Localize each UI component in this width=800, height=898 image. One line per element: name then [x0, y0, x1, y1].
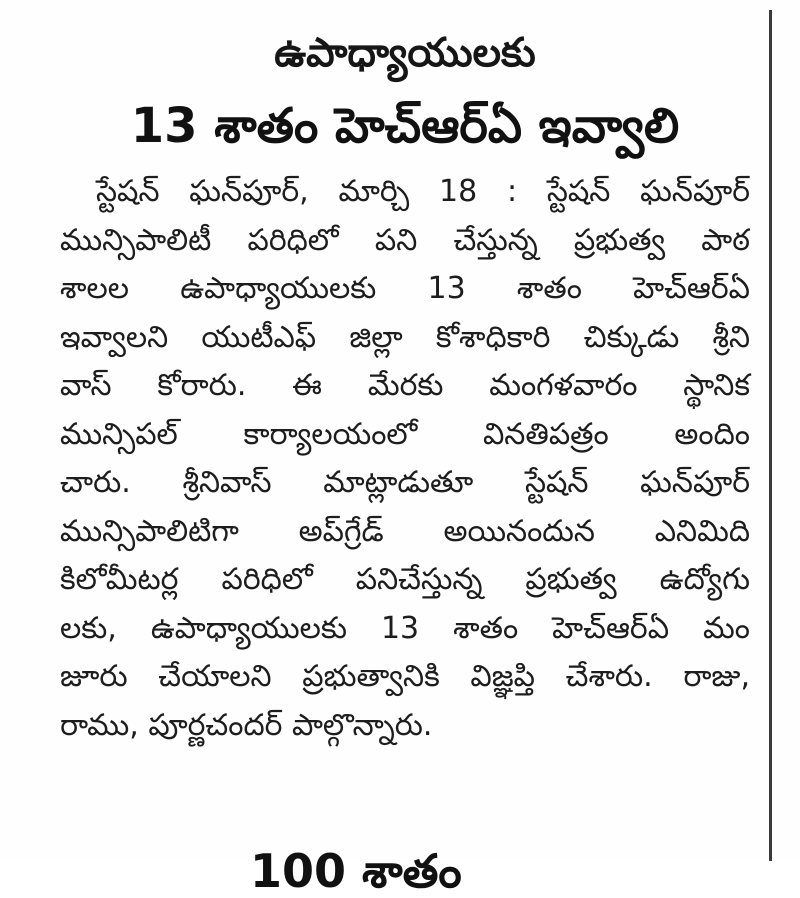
- body-line: వాస్ కోరారు. ఈ మేరకు మంగళవారం స్థానిక: [60, 368, 750, 403]
- body-line: కిలోమీటర్ల పరిధిలో పనిచేస్తున్న ప్రభుత్వ ఉద్యోగు: [60, 562, 750, 597]
- body-line: ఇవ్వాలని యుటీఎఫ్ జిల్లా కోశాధికారి చిక్కుడు శ్రీని: [60, 319, 750, 355]
- body-line: మున్సిపల్ కార్యాలయంలో వినతిపత్రం అందిం: [60, 416, 750, 452]
- body-line: జూరు చేయాలని ప్రభుత్వానికి విజ్ఞప్తి చేశారు. రాజు,: [60, 659, 750, 694]
- next-article-headline-fragment: 100 శాతం: [250, 844, 462, 898]
- body-line: చారు. శ్రీనివాస్ మాట్లాడుతూ స్టేషన్ ఘన్‌పూర్: [60, 465, 750, 500]
- body-line: మున్సిపాలిటిగా అప్‌గ్రేడ్ అయినందున ఎనిమిది: [60, 513, 750, 549]
- body-line: మున్సిపాలిటీ పరిధిలో పని చేస్తున్న ప్రభుత్వ పాఠ: [60, 222, 750, 258]
- column-divider: [769, 10, 772, 861]
- article-headline: 13 శాతం హెచ్‌ఆర్‌ఏ ఇవ్వాలి: [130, 98, 680, 154]
- news-article: [60, 24, 750, 750]
- body-line: లకు, ఉపాధ్యాయులకు 13 శాతం హెచ్‌ఆర్‌ఏ మం: [60, 610, 750, 646]
- article-body: [60, 168, 750, 750]
- body-line: స్టేషన్ ఘన్‌పూర్, మార్చి 18 : స్టేషన్ ఘన్‌పూర్: [96, 174, 750, 209]
- body-line: శాలల ఉపాధ్యాయులకు 13 శాతం హెచ్‌ఆర్‌ఏ: [60, 271, 750, 306]
- body-line: రాము, పూర్ణచందర్ పాల్గొన్నారు.: [60, 707, 433, 743]
- article-kicker: ఉపాధ్యాయులకు: [274, 30, 536, 76]
